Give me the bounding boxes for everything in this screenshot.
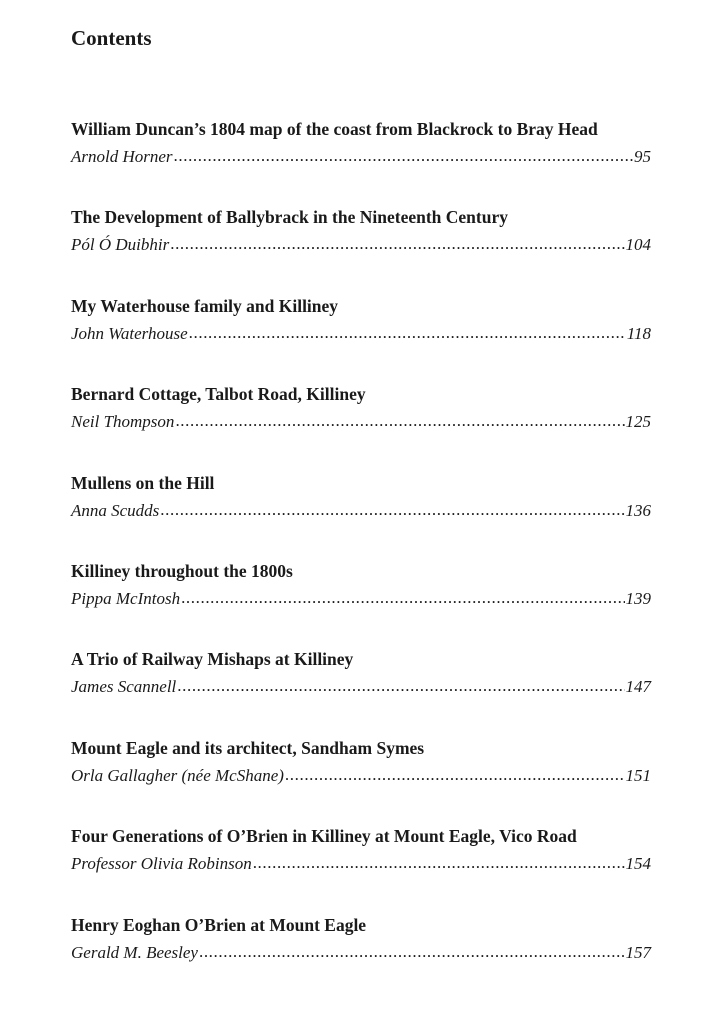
entry-page-number: 118 <box>626 323 651 343</box>
toc-entry <box>71 205 651 293</box>
dot-leader <box>160 499 624 521</box>
entry-title: Mullens on the Hill <box>71 472 215 493</box>
entry-author: Neil Thompson <box>71 412 175 432</box>
entry-title: William Duncan’s 1804 map of the coast from Blackrock to Bray Head <box>71 119 598 139</box>
entry-author: Arnold Horner <box>71 147 173 166</box>
dot-leader <box>189 322 626 344</box>
entry-page-number: 95 <box>634 147 651 166</box>
toc-entry <box>71 294 651 382</box>
entry-author: Gerald M. Beesley <box>71 942 198 962</box>
entry-title: A Trio of Railway Mishaps at Killiney <box>71 649 354 670</box>
entry-line <box>71 853 651 875</box>
toc-entry <box>71 382 651 470</box>
table-of-contents <box>71 117 651 1001</box>
toc-entry <box>71 824 651 912</box>
entry-line <box>71 765 651 787</box>
toc-entry <box>71 471 651 559</box>
entry-page-number: 151 <box>625 765 651 785</box>
entry-line <box>71 234 651 256</box>
entry-line <box>71 588 651 610</box>
toc-entry <box>71 736 651 824</box>
entry-title: Killiney throughout the 1800s <box>71 560 293 581</box>
entry-title: Mount Eagle and its architect, Sandham Symes <box>71 737 425 758</box>
entry-page-number: 125 <box>625 412 651 432</box>
dot-leader <box>170 233 624 255</box>
entry-line <box>71 500 651 522</box>
entry-line <box>71 323 651 345</box>
entry-line <box>71 411 651 433</box>
entry-page-number: 136 <box>625 500 651 520</box>
entry-title: Bernard Cottage, Talbot Road, Killiney <box>71 384 366 405</box>
dot-leader <box>199 941 625 963</box>
entry-line <box>71 676 651 698</box>
entry-page-number: 147 <box>625 677 651 697</box>
entry-page-number: 154 <box>625 854 651 874</box>
toc-entry <box>71 913 651 1001</box>
entry-page-number: 104 <box>625 235 651 255</box>
entry-page-number: 139 <box>625 588 651 608</box>
entry-author: Anna Scudds <box>71 500 160 520</box>
entry-title: Four Generations of O’Brien in Killiney at Mount Eagle, Vico Road <box>71 826 577 847</box>
dot-leader <box>177 675 624 697</box>
entry-author: Professor Olivia Robinson <box>71 854 252 874</box>
dot-leader <box>175 410 624 432</box>
entry-title: Henry Eoghan O’Brien at Mount Eagle <box>71 914 367 935</box>
entry-author: John Waterhouse <box>71 323 188 343</box>
toc-entry <box>71 559 651 647</box>
entry-page-number: 157 <box>625 942 651 962</box>
dot-leader <box>285 764 625 786</box>
entry-author: James Scannell <box>71 677 177 697</box>
toc-entry <box>71 647 651 735</box>
entry-title: My Waterhouse family and Killiney <box>71 295 339 316</box>
entry-line <box>71 942 651 964</box>
entry-line <box>71 146 651 168</box>
toc-entry <box>71 117 651 205</box>
page-title: Contents <box>71 26 152 50</box>
entry-author: Pól Ó Duibhir <box>71 235 170 255</box>
entry-author: Orla Gallagher (née McShane) <box>71 765 284 785</box>
dot-leader <box>174 145 633 167</box>
entry-title: The Development of Ballybrack in the Nineteenth Century <box>71 207 508 228</box>
entry-author: Pippa McIntosh <box>71 588 181 608</box>
dot-leader <box>253 852 625 874</box>
dot-leader <box>181 587 624 609</box>
